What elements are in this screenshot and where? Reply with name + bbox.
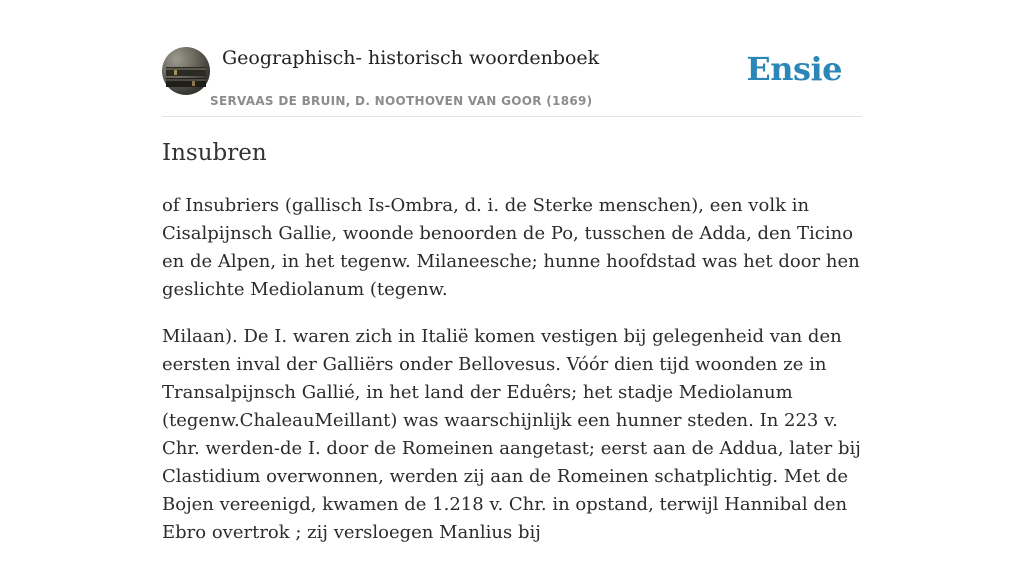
entry-title: Insubren — [162, 140, 267, 166]
entry-body — [162, 192, 864, 566]
book-title[interactable]: Geographisch- historisch woordenboek — [222, 47, 600, 69]
book-stack-icon — [162, 47, 210, 95]
ensie-logo[interactable]: Ensie — [746, 50, 842, 88]
book-cover-avatar[interactable] — [162, 47, 210, 95]
book-authors: SERVAAS DE BRUIN, D. NOOTHOVEN VAN GOOR (1869) — [210, 94, 593, 108]
entry-paragraph: Milaan). De I. waren zich in Italië komen vestigen bij gelegenheid van den eersten inval der Galliërs onder Bellovesus. Vóór dien tijd woonden ze in Transalpijnsch Gallié, in het land der Eduêrs; het stadje Mediolanum (tegenw.ChaleauMeillant) was waarschijnlijk een hunner steden. In 223 v. Chr. werden-de I. door de Romeinen aangetast; eerst aan de Addua, later bij Clastidium overwonnen, werden zij aan de Romeinen schatplichtig. Met de Bojen vereenigd, kwamen de 1.218 v. Chr. in opstand, terwijl Hannibal den Ebro overtrok ; zij versloegen Manlius bij — [162, 326, 861, 543]
header — [162, 46, 862, 117]
entry-paragraph: of Insubriers (gallisch Is-Ombra, d. i. de Sterke menschen), een volk in Cisalpijnsch Gallie, woonde benoorden de Po, tusschen de Adda, den Ticino en de Alpen, in het tegenw. Milaneesche; hunne hoofdstad was het door hen geslichte Mediolanum (tegenw. — [162, 195, 860, 300]
